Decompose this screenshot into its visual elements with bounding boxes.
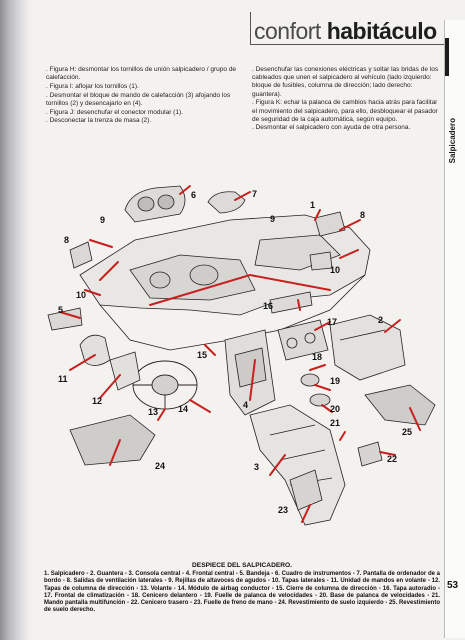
callout-9-left: 9 bbox=[100, 215, 106, 225]
instruction-step: . Desconectar la trenza de masa (2). bbox=[46, 117, 152, 125]
instruction-step: . Figura J: desenchufar el conector modular (1). bbox=[46, 108, 183, 116]
callout-25: 25 bbox=[402, 427, 413, 437]
callout-23: 23 bbox=[278, 505, 289, 515]
caption-parts-list: 1. Salpicadero - 2. Guantera - 3. Consola central - 4. Frontal central - 5. Bandeja - 6. Cuadro de instrumentos - 7. Pantalla de ordenador de a bordo - 8. Salidas de ventilación laterales - 9. Rejillas de altavoces de agudos - 10. Tapas laterales - 11. Unidad de mandos en volante - 12. Tapas de columna de dirección - 13. Volante - 14. Módulo de airbag conductor - 15. Cierre de columna de dirección - 16. Tapa autoradio - 17. Frontal de climatización - 18. Cenicero delantero - 19. Fuelle de palanca de velocidades - 20. Base de palanca de velocidades - 21. Mando pantalla multifunción - 22. Cenicero trasero - 23. Fuelle de freno de mano - 24. Revestimiento de suelo izquierdo - 25. Revestimiento de suelo derecho. bbox=[44, 571, 440, 614]
onboard-display bbox=[208, 192, 245, 213]
instruction-step: . Figura I: aflojar los tornillos (1). bbox=[46, 82, 139, 90]
callout-4: 4 bbox=[243, 400, 249, 410]
callout-7: 7 bbox=[252, 189, 258, 199]
page-title-bold: habitáculo bbox=[326, 18, 437, 44]
column-covers bbox=[80, 335, 140, 390]
rear-ashtray bbox=[358, 442, 382, 466]
gear-lever-parts bbox=[301, 374, 330, 406]
callout-21: 21 bbox=[330, 418, 341, 428]
side-tab-marker bbox=[445, 38, 449, 76]
steering-wheel bbox=[133, 361, 197, 409]
section-tab-label: Salpicadero bbox=[448, 118, 457, 164]
callout-24: 24 bbox=[155, 461, 166, 471]
dashboard-exploded-diagram bbox=[40, 180, 445, 555]
binding-shadow bbox=[0, 0, 30, 640]
instruction-step: . Figura H: desmontar los tornillos de unión salpicadero / grupo de calefacción. bbox=[46, 66, 237, 82]
instruction-step: . Desenchufar las conexiones eléctricas y soltar las bridas de los cableados que unen el salpicadero al vehículo (lado izquierdo: bloque de fusibles, columna de dirección; lado derecho: guantera). bbox=[252, 66, 439, 98]
page-number: 53 bbox=[447, 580, 459, 591]
callout-19: 19 bbox=[330, 376, 341, 386]
header-rule bbox=[250, 44, 445, 45]
instructions-left-column bbox=[46, 66, 238, 126]
section-side-tab bbox=[444, 20, 465, 638]
center-front-panel bbox=[225, 330, 275, 415]
page-header bbox=[240, 8, 440, 48]
instruction-step: . Desmontar el bloque de mando de calefacción (3) afojando los tornillos (2) y desencajarlo en (4). bbox=[46, 91, 231, 107]
callout-8-left: 8 bbox=[64, 235, 70, 245]
callout-1: 1 bbox=[310, 200, 316, 210]
figure-caption bbox=[44, 562, 440, 614]
callout-2: 2 bbox=[378, 315, 384, 325]
callout-15: 15 bbox=[197, 350, 208, 360]
header-divider-vertical bbox=[250, 12, 251, 45]
callout-13: 13 bbox=[148, 407, 159, 417]
page-title-light: confort bbox=[254, 18, 321, 44]
callout-22: 22 bbox=[387, 454, 398, 464]
callout-12: 12 bbox=[92, 396, 103, 406]
instruction-step: . Desmontar el salpicadero con ayuda de otra persona. bbox=[252, 124, 411, 132]
callout-10-right: 10 bbox=[330, 265, 341, 275]
caption-title: DESPIECE DEL SALPICADERO. bbox=[192, 562, 292, 569]
callout-9-right: 9 bbox=[270, 214, 276, 224]
callout-14: 14 bbox=[178, 404, 189, 414]
instructions-right-column bbox=[252, 66, 442, 133]
callout-18: 18 bbox=[312, 352, 323, 362]
page-title bbox=[254, 18, 437, 45]
callout-10-left: 10 bbox=[76, 290, 87, 300]
callout-6: 6 bbox=[191, 190, 197, 200]
instrument-cluster bbox=[125, 186, 185, 222]
callout-20: 20 bbox=[330, 404, 341, 414]
floor-cover-right bbox=[365, 385, 435, 425]
callout-17: 17 bbox=[327, 317, 338, 327]
callout-3: 3 bbox=[254, 462, 260, 472]
callout-5: 5 bbox=[58, 305, 64, 315]
callout-16: 16 bbox=[263, 301, 274, 311]
callout-11: 11 bbox=[58, 374, 68, 384]
callout-8-right: 8 bbox=[360, 210, 366, 220]
instruction-step: . Figura K: echar la palanca de cambios hacia atrás para facilitar el movimiento del salpicadero, para ello, desbloquear el pasador de seguridad de la caja automática, según equipo. bbox=[252, 99, 438, 123]
